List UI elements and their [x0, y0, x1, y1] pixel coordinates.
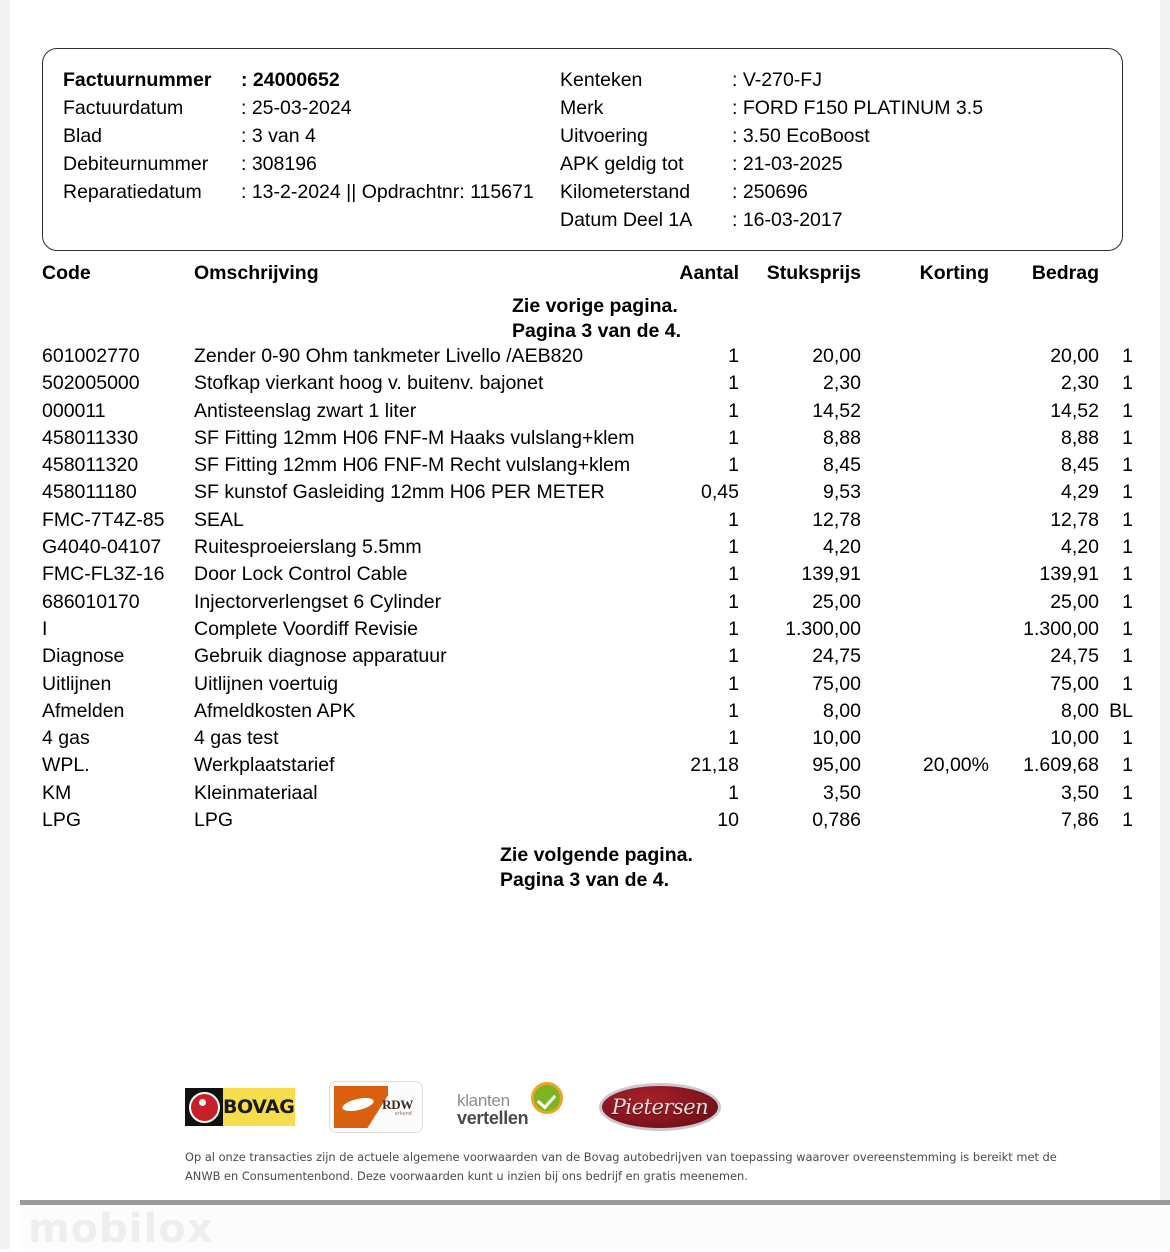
cell-quantity: 1 — [728, 454, 739, 477]
cell-amount: 1.609,68 — [1023, 754, 1099, 777]
line-items-table-body — [42, 345, 1133, 836]
cell-code: 000011 — [42, 399, 106, 422]
cell-unit-price: 139,91 — [801, 563, 861, 586]
cell-amount: 3,50 — [1061, 781, 1099, 804]
cell-amount: 24,75 — [1050, 645, 1099, 668]
cell-vat: 1 — [1122, 399, 1133, 422]
cell-unit-price: 3,50 — [823, 781, 861, 804]
cell-vat: 1 — [1122, 426, 1133, 449]
header-field-value: : 25-03-2024 — [241, 97, 352, 119]
note-previous-page-line2: Pagina 3 van de 4. — [512, 320, 682, 342]
bovag-logo — [185, 1088, 295, 1126]
cell-description: SF Fitting 12mm H06 FNF-M Recht vulslang+klem — [194, 454, 631, 477]
note-previous-page-line1: Zie vorige pagina. — [512, 295, 678, 317]
cell-amount: 8,88 — [1061, 426, 1099, 449]
header-row — [560, 94, 983, 122]
cell-code: 4 gas — [42, 727, 90, 750]
header-field-label: Factuurdatum — [63, 97, 184, 119]
cell-description: SF kunstof Gasleiding 12mm H06 PER METER — [194, 481, 605, 504]
cell-vat: BL — [1109, 699, 1133, 722]
footer-logo-strip — [185, 1070, 721, 1144]
cell-amount: 8,45 — [1061, 454, 1099, 477]
cell-vat: 1 — [1122, 617, 1133, 640]
cell-vat: 1 — [1122, 481, 1133, 504]
cell-quantity: 0,45 — [701, 481, 739, 504]
cell-amount: 4,20 — [1061, 536, 1099, 559]
klantenvertellen-logo — [457, 1082, 565, 1132]
table-row — [42, 645, 1133, 672]
cell-description: Gebruik diagnose apparatuur — [194, 645, 447, 668]
cell-quantity: 1 — [728, 536, 739, 559]
column-header-description: Omschrijving — [194, 262, 319, 284]
cell-unit-price: 8,00 — [823, 699, 861, 722]
cell-description: Injectorverlengset 6 Cylinder — [194, 590, 442, 613]
cell-unit-price: 1.300,00 — [785, 617, 861, 640]
cell-code: 458011330 — [42, 426, 139, 449]
cell-amount: 75,00 — [1050, 672, 1099, 695]
table-row — [42, 809, 1133, 836]
cell-description: Werkplaatstarief — [194, 754, 335, 777]
cell-vat: 1 — [1122, 781, 1133, 804]
cell-unit-price: 75,00 — [812, 672, 861, 695]
cell-unit-price: 8,88 — [823, 426, 861, 449]
cell-code: 458011180 — [42, 481, 137, 504]
cell-code: KM — [42, 781, 72, 804]
header-field-label: Datum Deel 1A — [560, 209, 693, 231]
cell-vat: 1 — [1122, 590, 1133, 613]
table-row — [42, 454, 1133, 481]
cell-code: 601002770 — [42, 345, 140, 367]
table-row — [42, 590, 1133, 618]
header-field-value: : 13-2-2024 || Opdrachtnr: 115671 — [241, 181, 534, 203]
cell-quantity: 1 — [728, 727, 739, 750]
cell-vat: 1 — [1122, 754, 1133, 777]
column-header-code: Code — [42, 262, 91, 284]
cell-description: Uitlijnen voertuig — [194, 672, 339, 695]
rdw-logo — [329, 1081, 423, 1133]
cell-unit-price: 10,00 — [812, 727, 861, 750]
cell-description: Kleinmateriaal — [194, 781, 318, 804]
cell-code: FMC-7T4Z-85 — [42, 508, 165, 531]
cell-quantity: 1 — [728, 645, 739, 668]
header-field-label: Debiteurnummer — [63, 153, 209, 175]
header-field-value: : 250696 — [732, 181, 808, 203]
cell-description: 4 gas test — [194, 727, 279, 750]
header-row — [63, 150, 534, 178]
cell-vat: 1 — [1122, 809, 1133, 832]
rdw-logo-subtext: erkend — [394, 1111, 412, 1117]
klantenvertellen-line1: klanten — [457, 1091, 510, 1110]
header-field-value: : 3 van 4 — [241, 125, 316, 147]
cell-unit-price: 4,20 — [823, 536, 861, 559]
cell-quantity: 10 — [717, 809, 739, 832]
cell-vat: 1 — [1122, 536, 1133, 559]
cell-unit-price: 0,786 — [812, 809, 861, 832]
cell-quantity: 1 — [728, 699, 739, 722]
cell-description: Stofkap vierkant hoog v. buitenv. bajonet — [194, 372, 544, 395]
header-row — [63, 122, 534, 150]
cell-unit-price: 9,53 — [823, 481, 861, 504]
header-row — [560, 206, 983, 234]
table-row — [42, 563, 1133, 590]
cell-code: FMC-FL3Z-16 — [42, 563, 165, 586]
pietersen-logo-text: Pietersen — [611, 1095, 709, 1119]
invoice-header-box — [42, 48, 1123, 251]
table-row — [42, 508, 1133, 536]
header-field-value: : V-270-FJ — [732, 69, 822, 91]
column-header-quantity: Aantal — [679, 262, 739, 284]
header-field-value: : 21-03-2025 — [732, 153, 843, 175]
table-row — [42, 672, 1133, 700]
cell-amount: 14,52 — [1050, 399, 1099, 422]
cell-quantity: 21,18 — [690, 754, 739, 777]
cell-description: SEAL — [194, 508, 244, 531]
page-edge-left — [0, 0, 10, 1249]
pietersen-logo — [599, 1083, 721, 1131]
cell-quantity: 1 — [728, 563, 739, 586]
cell-quantity: 1 — [728, 781, 739, 804]
cell-amount: 139,91 — [1039, 563, 1099, 586]
cell-code: 502005000 — [42, 372, 140, 395]
cell-code: G4040-04107 — [42, 536, 162, 559]
table-row — [42, 536, 1133, 563]
table-row — [42, 727, 1133, 754]
table-row — [42, 399, 1133, 427]
header-field-label: Factuurnummer — [63, 69, 212, 91]
cell-amount: 10,00 — [1050, 727, 1099, 750]
column-header-discount: Korting — [919, 262, 989, 284]
header-row — [63, 94, 534, 122]
header-field-value: : FORD F150 PLATINUM 3.5 — [732, 97, 984, 119]
cell-amount: 1.300,00 — [1023, 617, 1099, 640]
cell-unit-price: 2,30 — [823, 372, 861, 395]
header-row — [560, 122, 983, 150]
cell-description: SF Fitting 12mm H06 FNF-M Haaks vulslang+klem — [194, 426, 635, 449]
cell-quantity: 1 — [728, 399, 739, 422]
cell-vat: 1 — [1122, 645, 1133, 668]
cell-quantity: 1 — [728, 426, 739, 449]
cell-amount: 25,00 — [1050, 590, 1099, 613]
cell-unit-price: 12,78 — [812, 508, 861, 531]
cell-amount: 7,86 — [1061, 809, 1099, 832]
cell-quantity: 1 — [728, 590, 739, 613]
cell-description: LPG — [194, 809, 234, 832]
cell-unit-price: 8,45 — [823, 454, 861, 477]
cell-unit-price: 14,52 — [812, 399, 861, 422]
cell-code: Afmelden — [42, 699, 125, 722]
cell-description: Door Lock Control Cable — [194, 563, 408, 586]
cell-quantity: 1 — [728, 372, 739, 395]
header-field-label: Uitvoering — [560, 125, 648, 147]
cell-code: WPL. — [42, 754, 90, 777]
header-field-value: : 16-03-2017 — [732, 209, 843, 231]
cell-quantity: 1 — [728, 617, 739, 640]
header-field-value: : 24000652 — [241, 69, 340, 91]
table-row — [42, 617, 1133, 645]
cell-vat: 1 — [1122, 372, 1133, 395]
cell-unit-price: 95,00 — [812, 754, 861, 777]
note-next-page-line2: Pagina 3 van de 4. — [500, 869, 670, 891]
cell-amount: 2,30 — [1061, 372, 1099, 395]
header-field-label: Merk — [560, 97, 604, 119]
cell-unit-price: 20,00 — [812, 345, 861, 367]
page-edge-right — [1160, 0, 1170, 1249]
cell-vat: 1 — [1122, 345, 1133, 367]
header-field-label: Blad — [63, 125, 103, 147]
cell-amount: 8,00 — [1061, 699, 1099, 722]
table-row — [42, 372, 1133, 399]
table-row — [42, 481, 1133, 508]
cell-description: Complete Voordiff Revisie — [194, 617, 419, 640]
table-row — [42, 426, 1133, 454]
header-field-label: Kilometerstand — [560, 181, 691, 203]
cell-unit-price: 25,00 — [812, 590, 861, 613]
cell-code: I — [42, 617, 48, 640]
note-next-page — [42, 843, 1123, 893]
cell-amount: 20,00 — [1050, 345, 1099, 367]
column-header-unit-price: Stuksprijs — [766, 262, 861, 284]
cell-code: Diagnose — [42, 645, 125, 668]
table-row — [42, 754, 1133, 781]
cell-vat: 1 — [1122, 508, 1133, 531]
cell-amount: 4,29 — [1061, 481, 1099, 504]
invoice-page — [10, 0, 1160, 1252]
header-row — [63, 178, 534, 206]
cell-amount: 12,78 — [1050, 508, 1099, 531]
header-row — [560, 178, 983, 206]
header-field-value: : 308196 — [241, 153, 317, 175]
table-row — [42, 699, 1133, 727]
cell-vat: 1 — [1122, 672, 1133, 695]
cell-quantity: 1 — [728, 672, 739, 695]
header-field-value: : 3.50 EcoBoost — [732, 125, 870, 147]
table-row — [42, 345, 1133, 372]
column-header-amount: Bedrag — [1031, 262, 1099, 284]
header-row — [63, 66, 534, 94]
header-row — [560, 66, 983, 94]
line-items-table-header — [42, 262, 1123, 292]
rdw-logo-text: RDW — [382, 1097, 413, 1112]
cell-code: Uitlijnen — [42, 672, 112, 695]
klantenvertellen-line2: vertellen — [457, 1108, 529, 1128]
legal-terms-text: Op al onze transacties zijn de actuele algemene voorwaarden van de Bovag autobedrijven van toepassing waarover overeenstemming is bereikt met de ANWB en Consumentenbond. Deze voorwaarden kunt u inzien bij ons bedrijf en gratis meenemen. — [185, 1150, 1057, 1183]
cell-vat: 1 — [1122, 563, 1133, 586]
cell-code: 686010170 — [42, 590, 140, 613]
note-next-page-line1: Zie volgende pagina. — [500, 844, 693, 866]
cell-unit-price: 24,75 — [812, 645, 861, 668]
header-column-vehicle — [560, 66, 983, 234]
cell-code: 458011320 — [42, 454, 139, 477]
cell-description: Zender 0-90 Ohm tankmeter Livello /AEB820 — [194, 345, 584, 367]
cell-description: Ruitesproeierslang 5.5mm — [194, 536, 422, 559]
cell-discount: 20,00% — [922, 754, 989, 777]
table-row — [42, 781, 1133, 809]
bovag-mark-icon — [185, 1088, 223, 1126]
cell-quantity: 1 — [728, 345, 739, 367]
table-header-row — [42, 262, 1123, 292]
header-field-label: Reparatiedatum — [63, 181, 202, 203]
header-row — [560, 150, 983, 178]
bovag-logo-text: BOVAG — [223, 1096, 295, 1118]
mobilox-watermark: mobilox — [28, 1206, 214, 1252]
cell-vat: 1 — [1122, 454, 1133, 477]
cell-vat: 1 — [1122, 727, 1133, 750]
cell-description: Afmeldkosten APK — [194, 699, 356, 722]
header-field-label: APK geldig tot — [560, 153, 684, 175]
cell-description: Antisteenslag zwart 1 liter — [194, 399, 417, 422]
cell-code: LPG — [42, 809, 82, 832]
cell-quantity: 1 — [728, 508, 739, 531]
watermark-divider — [20, 1200, 1170, 1205]
note-previous-page — [42, 294, 1123, 344]
check-badge-icon — [531, 1082, 563, 1114]
header-field-label: Kenteken — [560, 69, 643, 91]
header-column-invoice — [63, 66, 534, 206]
